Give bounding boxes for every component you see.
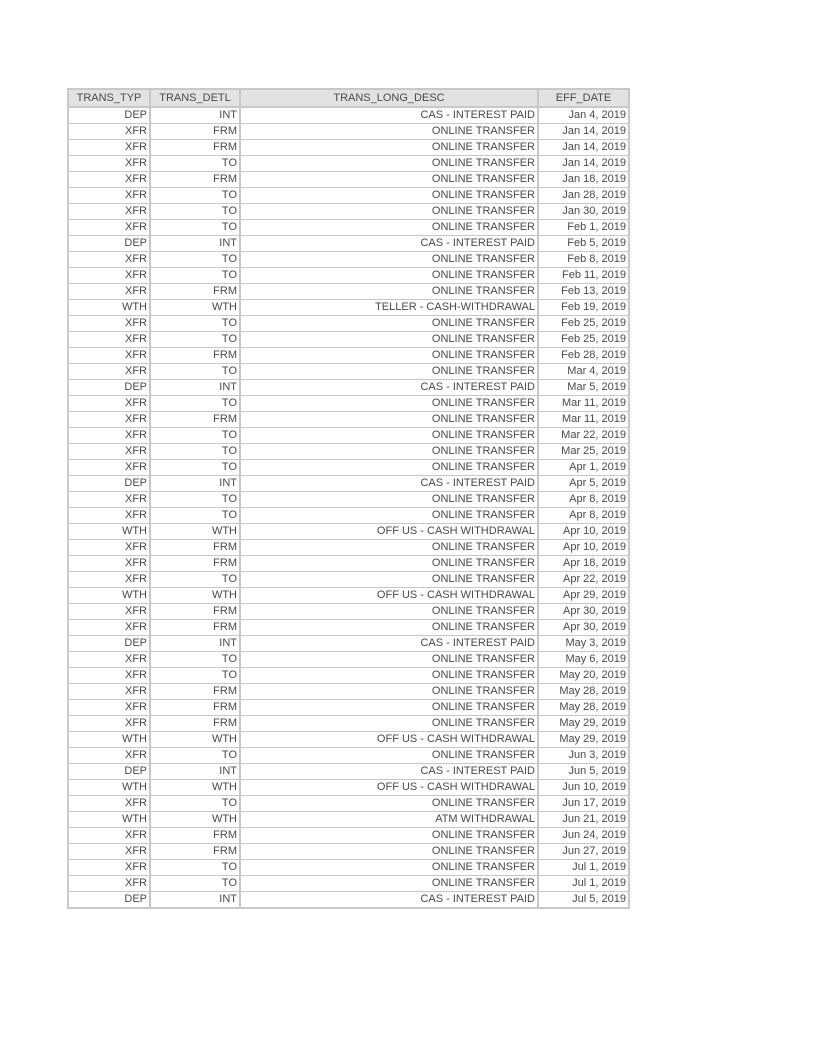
cell-trans-detl: TO (150, 860, 240, 876)
cell-trans-typ: XFR (68, 284, 150, 300)
table-row (68, 588, 629, 604)
cell-eff-date: Apr 18, 2019 (538, 556, 629, 572)
cell-trans-detl: TO (150, 268, 240, 284)
cell-eff-date: Apr 5, 2019 (538, 476, 629, 492)
cell-trans-typ: XFR (68, 652, 150, 668)
cell-trans-long-desc: ONLINE TRANSFER (240, 508, 538, 524)
cell-trans-detl: WTH (150, 732, 240, 748)
cell-trans-typ: XFR (68, 348, 150, 364)
table-row (68, 604, 629, 620)
cell-trans-detl: FRM (150, 140, 240, 156)
cell-trans-long-desc: ONLINE TRANSFER (240, 668, 538, 684)
cell-trans-detl: TO (150, 156, 240, 172)
table-row (68, 380, 629, 396)
cell-trans-long-desc: ONLINE TRANSFER (240, 428, 538, 444)
cell-trans-typ: WTH (68, 300, 150, 316)
cell-trans-long-desc: ONLINE TRANSFER (240, 252, 538, 268)
cell-eff-date: May 29, 2019 (538, 732, 629, 748)
table-row (68, 732, 629, 748)
table-row (68, 700, 629, 716)
column-header-trans-typ: TRANS_TYP (68, 89, 150, 107)
cell-trans-typ: XFR (68, 876, 150, 892)
cell-trans-typ: DEP (68, 892, 150, 909)
cell-eff-date: Mar 22, 2019 (538, 428, 629, 444)
table-row (68, 540, 629, 556)
table-row (68, 188, 629, 204)
table-row (68, 140, 629, 156)
cell-eff-date: Feb 25, 2019 (538, 332, 629, 348)
cell-eff-date: Feb 25, 2019 (538, 316, 629, 332)
header-row (68, 89, 629, 107)
cell-eff-date: Apr 10, 2019 (538, 540, 629, 556)
cell-eff-date: Mar 25, 2019 (538, 444, 629, 460)
cell-eff-date: Jan 18, 2019 (538, 172, 629, 188)
table-row (68, 444, 629, 460)
cell-trans-typ: XFR (68, 220, 150, 236)
cell-trans-detl: TO (150, 876, 240, 892)
table-row (68, 812, 629, 828)
cell-trans-typ: WTH (68, 812, 150, 828)
cell-eff-date: Mar 4, 2019 (538, 364, 629, 380)
cell-eff-date: Feb 11, 2019 (538, 268, 629, 284)
cell-trans-detl: FRM (150, 540, 240, 556)
cell-trans-long-desc: TELLER - CASH-WITHDRAWAL (240, 300, 538, 316)
cell-eff-date: Apr 22, 2019 (538, 572, 629, 588)
transactions-sheet (67, 88, 630, 909)
cell-trans-long-desc: ONLINE TRANSFER (240, 572, 538, 588)
cell-trans-long-desc: CAS - INTEREST PAID (240, 236, 538, 252)
table-row (68, 668, 629, 684)
table-row (68, 716, 629, 732)
table-row (68, 572, 629, 588)
cell-trans-typ: XFR (68, 364, 150, 380)
cell-trans-typ: XFR (68, 188, 150, 204)
cell-trans-long-desc: ONLINE TRANSFER (240, 284, 538, 300)
cell-eff-date: Feb 1, 2019 (538, 220, 629, 236)
table-row (68, 796, 629, 812)
cell-eff-date: Jun 21, 2019 (538, 812, 629, 828)
cell-eff-date: Feb 28, 2019 (538, 348, 629, 364)
cell-trans-typ: WTH (68, 732, 150, 748)
table-row (68, 332, 629, 348)
cell-eff-date: Jan 4, 2019 (538, 107, 629, 124)
cell-trans-long-desc: ONLINE TRANSFER (240, 716, 538, 732)
cell-trans-typ: XFR (68, 124, 150, 140)
cell-trans-long-desc: ONLINE TRANSFER (240, 876, 538, 892)
cell-trans-long-desc: ONLINE TRANSFER (240, 188, 538, 204)
cell-eff-date: Jan 14, 2019 (538, 140, 629, 156)
table-row (68, 844, 629, 860)
cell-trans-typ: XFR (68, 796, 150, 812)
cell-trans-detl: TO (150, 796, 240, 812)
cell-trans-typ: DEP (68, 380, 150, 396)
cell-eff-date: Jun 27, 2019 (538, 844, 629, 860)
table-row (68, 412, 629, 428)
cell-eff-date: May 29, 2019 (538, 716, 629, 732)
cell-trans-typ: WTH (68, 588, 150, 604)
table-row (68, 892, 629, 909)
cell-eff-date: Mar 5, 2019 (538, 380, 629, 396)
cell-trans-long-desc: CAS - INTEREST PAID (240, 892, 538, 909)
table-row (68, 204, 629, 220)
cell-trans-detl: FRM (150, 556, 240, 572)
cell-trans-typ: XFR (68, 204, 150, 220)
table-row (68, 508, 629, 524)
cell-trans-typ: DEP (68, 107, 150, 124)
cell-eff-date: Jan 14, 2019 (538, 156, 629, 172)
cell-trans-detl: TO (150, 396, 240, 412)
cell-trans-long-desc: ONLINE TRANSFER (240, 652, 538, 668)
table-row (68, 828, 629, 844)
cell-eff-date: Jul 5, 2019 (538, 892, 629, 909)
cell-trans-detl: FRM (150, 716, 240, 732)
cell-trans-typ: XFR (68, 332, 150, 348)
table-row (68, 492, 629, 508)
cell-trans-typ: XFR (68, 252, 150, 268)
cell-trans-detl: INT (150, 380, 240, 396)
column-header-trans-detl: TRANS_DETL (150, 89, 240, 107)
cell-eff-date: Apr 30, 2019 (538, 620, 629, 636)
cell-eff-date: Feb 13, 2019 (538, 284, 629, 300)
cell-trans-long-desc: OFF US - CASH WITHDRAWAL (240, 780, 538, 796)
cell-trans-detl: INT (150, 764, 240, 780)
cell-trans-typ: XFR (68, 684, 150, 700)
table-row (68, 236, 629, 252)
cell-eff-date: Apr 8, 2019 (538, 492, 629, 508)
cell-trans-detl: TO (150, 188, 240, 204)
cell-trans-long-desc: CAS - INTEREST PAID (240, 107, 538, 124)
cell-trans-typ: DEP (68, 236, 150, 252)
cell-trans-typ: XFR (68, 604, 150, 620)
cell-trans-long-desc: ONLINE TRANSFER (240, 460, 538, 476)
cell-eff-date: Jun 24, 2019 (538, 828, 629, 844)
table-header (68, 89, 629, 107)
cell-trans-detl: INT (150, 892, 240, 909)
cell-trans-long-desc: CAS - INTEREST PAID (240, 636, 538, 652)
cell-trans-typ: XFR (68, 268, 150, 284)
table-row (68, 284, 629, 300)
cell-trans-typ: XFR (68, 828, 150, 844)
table-row (68, 556, 629, 572)
cell-trans-detl: TO (150, 492, 240, 508)
cell-eff-date: Jan 14, 2019 (538, 124, 629, 140)
table-row (68, 428, 629, 444)
table-row (68, 460, 629, 476)
cell-eff-date: Feb 19, 2019 (538, 300, 629, 316)
cell-trans-detl: WTH (150, 780, 240, 796)
cell-trans-detl: FRM (150, 124, 240, 140)
cell-trans-typ: DEP (68, 476, 150, 492)
table-row (68, 107, 629, 124)
cell-trans-detl: TO (150, 220, 240, 236)
table-row (68, 620, 629, 636)
cell-trans-typ: XFR (68, 716, 150, 732)
cell-trans-typ: DEP (68, 764, 150, 780)
cell-trans-long-desc: ONLINE TRANSFER (240, 412, 538, 428)
cell-trans-long-desc: ONLINE TRANSFER (240, 556, 538, 572)
cell-eff-date: Jan 28, 2019 (538, 188, 629, 204)
cell-eff-date: Apr 8, 2019 (538, 508, 629, 524)
cell-trans-typ: XFR (68, 508, 150, 524)
table-row (68, 476, 629, 492)
cell-trans-detl: FRM (150, 284, 240, 300)
cell-trans-long-desc: ONLINE TRANSFER (240, 316, 538, 332)
cell-eff-date: Feb 5, 2019 (538, 236, 629, 252)
table-row (68, 396, 629, 412)
cell-trans-detl: TO (150, 508, 240, 524)
cell-trans-typ: XFR (68, 140, 150, 156)
table-row (68, 684, 629, 700)
cell-trans-typ: XFR (68, 620, 150, 636)
cell-trans-detl: FRM (150, 348, 240, 364)
cell-trans-typ: XFR (68, 156, 150, 172)
cell-eff-date: Jan 30, 2019 (538, 204, 629, 220)
cell-trans-detl: TO (150, 460, 240, 476)
table-row (68, 252, 629, 268)
table-row (68, 764, 629, 780)
table-row (68, 364, 629, 380)
table-row (68, 780, 629, 796)
cell-trans-detl: FRM (150, 684, 240, 700)
cell-trans-long-desc: ONLINE TRANSFER (240, 540, 538, 556)
cell-trans-long-desc: ONLINE TRANSFER (240, 620, 538, 636)
cell-eff-date: Jul 1, 2019 (538, 860, 629, 876)
cell-eff-date: Jul 1, 2019 (538, 876, 629, 892)
column-header-trans-long-desc: TRANS_LONG_DESC (240, 89, 538, 107)
cell-trans-detl: TO (150, 316, 240, 332)
cell-trans-typ: XFR (68, 172, 150, 188)
cell-trans-typ: XFR (68, 748, 150, 764)
cell-trans-detl: FRM (150, 620, 240, 636)
cell-trans-detl: WTH (150, 812, 240, 828)
cell-trans-long-desc: ONLINE TRANSFER (240, 604, 538, 620)
cell-eff-date: Mar 11, 2019 (538, 396, 629, 412)
cell-trans-detl: FRM (150, 172, 240, 188)
cell-trans-typ: XFR (68, 572, 150, 588)
cell-trans-detl: TO (150, 332, 240, 348)
cell-eff-date: May 6, 2019 (538, 652, 629, 668)
cell-trans-long-desc: ONLINE TRANSFER (240, 172, 538, 188)
cell-trans-long-desc: ONLINE TRANSFER (240, 796, 538, 812)
cell-trans-detl: TO (150, 252, 240, 268)
table-row (68, 652, 629, 668)
cell-trans-detl: FRM (150, 828, 240, 844)
cell-trans-long-desc: ATM WITHDRAWAL (240, 812, 538, 828)
table-row (68, 220, 629, 236)
cell-eff-date: May 28, 2019 (538, 700, 629, 716)
cell-trans-typ: XFR (68, 860, 150, 876)
table-row (68, 156, 629, 172)
cell-trans-long-desc: ONLINE TRANSFER (240, 700, 538, 716)
cell-trans-typ: XFR (68, 412, 150, 428)
cell-trans-long-desc: ONLINE TRANSFER (240, 124, 538, 140)
table-row (68, 348, 629, 364)
cell-trans-long-desc: ONLINE TRANSFER (240, 828, 538, 844)
cell-trans-detl: WTH (150, 524, 240, 540)
cell-trans-long-desc: OFF US - CASH WITHDRAWAL (240, 588, 538, 604)
table-row (68, 876, 629, 892)
cell-trans-long-desc: ONLINE TRANSFER (240, 220, 538, 236)
cell-trans-long-desc: ONLINE TRANSFER (240, 860, 538, 876)
cell-trans-detl: TO (150, 748, 240, 764)
cell-eff-date: Apr 30, 2019 (538, 604, 629, 620)
cell-trans-detl: TO (150, 428, 240, 444)
cell-trans-detl: INT (150, 236, 240, 252)
cell-trans-long-desc: ONLINE TRANSFER (240, 396, 538, 412)
cell-trans-typ: XFR (68, 396, 150, 412)
cell-trans-typ: XFR (68, 844, 150, 860)
cell-trans-detl: FRM (150, 844, 240, 860)
cell-trans-long-desc: ONLINE TRANSFER (240, 140, 538, 156)
table-row (68, 524, 629, 540)
cell-trans-detl: FRM (150, 412, 240, 428)
table-row (68, 748, 629, 764)
cell-trans-detl: INT (150, 107, 240, 124)
table-row (68, 268, 629, 284)
cell-trans-typ: XFR (68, 460, 150, 476)
cell-trans-detl: TO (150, 204, 240, 220)
cell-trans-typ: WTH (68, 524, 150, 540)
cell-trans-typ: DEP (68, 636, 150, 652)
table-row (68, 316, 629, 332)
cell-trans-long-desc: ONLINE TRANSFER (240, 444, 538, 460)
cell-trans-typ: XFR (68, 428, 150, 444)
column-header-eff-date: EFF_DATE (538, 89, 629, 107)
cell-trans-typ: XFR (68, 540, 150, 556)
cell-trans-detl: WTH (150, 300, 240, 316)
cell-trans-detl: TO (150, 652, 240, 668)
cell-trans-long-desc: ONLINE TRANSFER (240, 748, 538, 764)
cell-trans-long-desc: ONLINE TRANSFER (240, 844, 538, 860)
cell-trans-long-desc: ONLINE TRANSFER (240, 348, 538, 364)
cell-trans-detl: TO (150, 572, 240, 588)
cell-trans-detl: INT (150, 476, 240, 492)
cell-eff-date: Apr 10, 2019 (538, 524, 629, 540)
cell-trans-long-desc: ONLINE TRANSFER (240, 204, 538, 220)
cell-eff-date: Feb 8, 2019 (538, 252, 629, 268)
cell-trans-detl: TO (150, 444, 240, 460)
cell-trans-long-desc: CAS - INTEREST PAID (240, 764, 538, 780)
cell-eff-date: May 28, 2019 (538, 684, 629, 700)
cell-trans-long-desc: ONLINE TRANSFER (240, 156, 538, 172)
table-row (68, 124, 629, 140)
cell-eff-date: Apr 1, 2019 (538, 460, 629, 476)
cell-trans-typ: XFR (68, 316, 150, 332)
cell-trans-long-desc: ONLINE TRANSFER (240, 268, 538, 284)
cell-trans-typ: XFR (68, 700, 150, 716)
cell-trans-detl: TO (150, 364, 240, 380)
cell-eff-date: Apr 29, 2019 (538, 588, 629, 604)
cell-trans-long-desc: CAS - INTEREST PAID (240, 476, 538, 492)
cell-eff-date: Jun 3, 2019 (538, 748, 629, 764)
cell-trans-long-desc: ONLINE TRANSFER (240, 684, 538, 700)
cell-eff-date: Mar 11, 2019 (538, 412, 629, 428)
cell-trans-detl: FRM (150, 604, 240, 620)
cell-trans-detl: WTH (150, 588, 240, 604)
cell-trans-detl: TO (150, 668, 240, 684)
cell-trans-long-desc: ONLINE TRANSFER (240, 364, 538, 380)
cell-eff-date: Jun 17, 2019 (538, 796, 629, 812)
table-row (68, 172, 629, 188)
cell-trans-typ: XFR (68, 444, 150, 460)
cell-trans-long-desc: CAS - INTEREST PAID (240, 380, 538, 396)
cell-trans-long-desc: OFF US - CASH WITHDRAWAL (240, 524, 538, 540)
cell-trans-typ: XFR (68, 668, 150, 684)
cell-trans-typ: XFR (68, 556, 150, 572)
cell-trans-long-desc: OFF US - CASH WITHDRAWAL (240, 732, 538, 748)
cell-eff-date: Jun 10, 2019 (538, 780, 629, 796)
cell-trans-long-desc: ONLINE TRANSFER (240, 332, 538, 348)
cell-eff-date: May 20, 2019 (538, 668, 629, 684)
table-row (68, 860, 629, 876)
cell-eff-date: May 3, 2019 (538, 636, 629, 652)
cell-eff-date: Jun 5, 2019 (538, 764, 629, 780)
cell-trans-long-desc: ONLINE TRANSFER (240, 492, 538, 508)
cell-trans-typ: XFR (68, 492, 150, 508)
table-body (68, 107, 629, 908)
table-row (68, 300, 629, 316)
table-row (68, 636, 629, 652)
transactions-table (67, 88, 630, 909)
cell-trans-detl: FRM (150, 700, 240, 716)
cell-trans-detl: INT (150, 636, 240, 652)
cell-trans-typ: WTH (68, 780, 150, 796)
